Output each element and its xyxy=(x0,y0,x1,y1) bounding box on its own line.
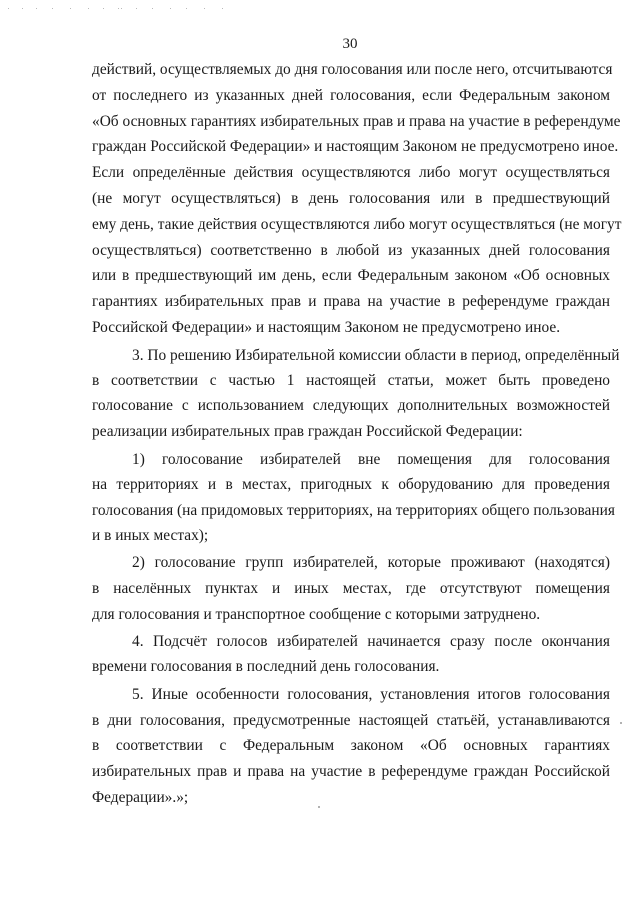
text-line: граждан Российской Федерации» и настоящим Законом не предусмотрено иное. xyxy=(92,138,619,155)
text-line: в дни голосования, предусмотренные настоящей статьёй, устанавливаются xyxy=(92,712,610,729)
text-line: от последнего из указанных дней голосования, если Федеральным законом xyxy=(92,87,610,104)
text-line: Российской Федерации» и настоящим Законом не предусмотрено иное. xyxy=(92,319,561,336)
text-line: (не могут осуществляться) в день голосования или в предшествующий xyxy=(92,190,610,207)
text-line: Если определённые действия осуществляются либо могут осуществляться xyxy=(92,164,610,181)
text-line: времени голосования в последний день голосования. xyxy=(92,658,440,675)
scan-speck xyxy=(620,722,622,724)
text-line: на территориях и в местах, пригодных к оборудованию для проведения xyxy=(92,476,610,493)
text-line: действий, осуществляемых до дня голосования или после него, отсчитываются xyxy=(92,61,613,78)
scan-artifact-dots xyxy=(0,4,240,14)
text-line: ему день, такие действия осуществляются либо могут осуществляться (не могут xyxy=(92,216,622,233)
text-line: в соответствии с Федеральным законом «Об основных гарантиях xyxy=(92,737,610,754)
text-line: избирательных прав и права на участие в референдуме граждан Российской xyxy=(92,763,610,780)
paragraph-first-line: 5. Иные особенности голосования, установления итогов голосования xyxy=(132,686,610,703)
text-line: «Об основных гарантиях избирательных прав и права на участие в референдуме xyxy=(92,113,621,130)
text-line: осуществляться) соответственно в любой из указанных дней голосования xyxy=(92,242,610,259)
text-line: в соответствии с частью 1 настоящей статьи, может быть проведено xyxy=(92,372,610,389)
paragraph-first-line: 2) голосование групп избирателей, которые проживают (находятся) xyxy=(132,554,610,571)
paragraph-first-line: 4. Подсчёт голосов избирателей начинается сразу после окончания xyxy=(132,633,610,650)
text-line: или в предшествующий им день, если Федеральным законом «Об основных xyxy=(92,267,610,284)
text-line: Федерации».»; xyxy=(92,789,189,806)
text-line: и в иных местах); xyxy=(92,527,209,544)
paragraph-first-line: 1) голосование избирателей вне помещения для голосования xyxy=(132,451,610,468)
text-line: для голосования и транспортное сообщение с которыми затруднено. xyxy=(92,606,541,623)
text-line: гарантиях избирательных прав и права на участие в референдуме граждан xyxy=(92,293,610,310)
paragraph-first-line: 3. По решению Избирательной комиссии области в период, определённый xyxy=(132,347,620,364)
text-line: в населённых пунктах и иных местах, где отсутствуют помещения xyxy=(92,580,610,597)
text-line: голосование с использованием следующих дополнительных возможностей xyxy=(92,397,610,414)
scan-speck xyxy=(318,806,320,808)
text-line: реализации избирательных прав граждан Российской Федерации: xyxy=(92,423,523,440)
text-line: голосования (на придомовых территориях, на территориях общего пользования xyxy=(92,502,615,519)
page-number: 30 xyxy=(342,36,358,52)
